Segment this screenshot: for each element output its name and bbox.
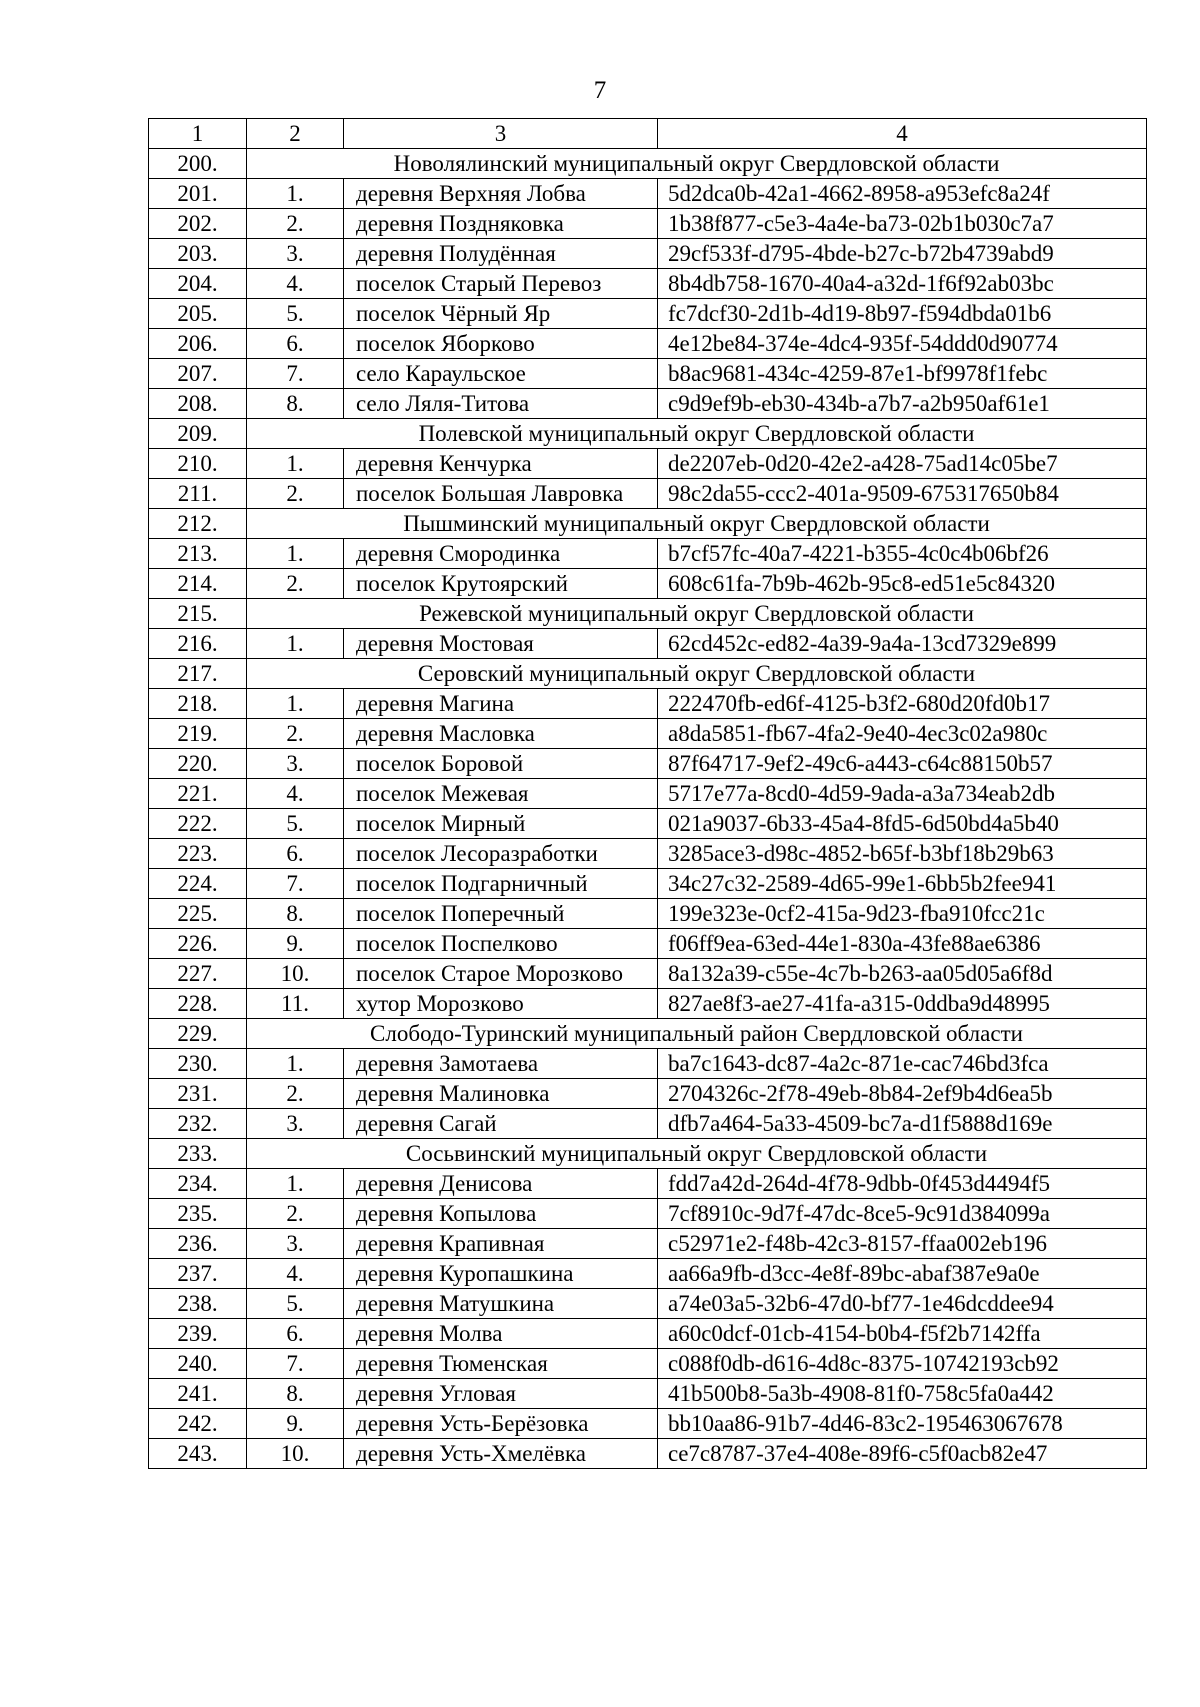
row-number: 204. — [149, 269, 247, 299]
settlement-name: деревня Тюменская — [344, 1349, 658, 1379]
table-row — [149, 539, 1147, 569]
sub-number: 2. — [247, 1199, 344, 1229]
settlement-name: поселок Старое Морозково — [344, 959, 658, 989]
row-number: 218. — [149, 689, 247, 719]
table-row — [149, 209, 1147, 239]
section-row — [149, 1019, 1147, 1049]
settlement-guid: 34c27c32-2589-4d65-99e1-6bb5b2fee941 — [658, 869, 1147, 899]
settlement-name: село Караульское — [344, 359, 658, 389]
section-title: Пышминский муниципальный округ Свердловской области — [247, 509, 1147, 539]
table-row — [149, 1259, 1147, 1289]
sub-number: 1. — [247, 449, 344, 479]
row-number: 217. — [149, 659, 247, 689]
settlement-name: поселок Боровой — [344, 749, 658, 779]
settlement-guid: 222470fb-ed6f-4125-b3f2-680d20fd0b17 — [658, 689, 1147, 719]
sub-number: 3. — [247, 239, 344, 269]
row-number: 222. — [149, 809, 247, 839]
table-row — [149, 1079, 1147, 1109]
settlement-name: деревня Сагай — [344, 1109, 658, 1139]
sub-number: 1. — [247, 1049, 344, 1079]
row-number: 229. — [149, 1019, 247, 1049]
settlement-name: поселок Подгарничный — [344, 869, 658, 899]
table-row — [149, 449, 1147, 479]
sub-number: 1. — [247, 179, 344, 209]
row-number: 233. — [149, 1139, 247, 1169]
row-number: 235. — [149, 1199, 247, 1229]
settlement-name: село Ляля-Титова — [344, 389, 658, 419]
settlement-name: деревня Масловка — [344, 719, 658, 749]
sub-number: 4. — [247, 1259, 344, 1289]
sub-number: 10. — [247, 959, 344, 989]
section-title: Серовский муниципальный округ Свердловской области — [247, 659, 1147, 689]
settlement-guid: 8b4db758-1670-40a4-a32d-1f6f92ab03bc — [658, 269, 1147, 299]
table-row — [149, 989, 1147, 1019]
settlement-guid: a60c0dcf-01cb-4154-b0b4-f5f2b7142ffa — [658, 1319, 1147, 1349]
table-row — [149, 179, 1147, 209]
settlement-guid: 29cf533f-d795-4bde-b27c-b72b4739abd9 — [658, 239, 1147, 269]
sub-number: 8. — [247, 899, 344, 929]
sub-number: 8. — [247, 1379, 344, 1409]
settlement-name: деревня Замотаева — [344, 1049, 658, 1079]
row-number: 210. — [149, 449, 247, 479]
settlement-guid: c9d9ef9b-eb30-434b-a7b7-a2b950af61e1 — [658, 389, 1147, 419]
sub-number: 9. — [247, 1409, 344, 1439]
row-number: 226. — [149, 929, 247, 959]
row-number: 206. — [149, 329, 247, 359]
row-number: 236. — [149, 1229, 247, 1259]
table-row — [149, 869, 1147, 899]
table-header-row — [149, 119, 1147, 149]
row-number: 238. — [149, 1289, 247, 1319]
row-number: 221. — [149, 779, 247, 809]
table-row — [149, 299, 1147, 329]
row-number: 231. — [149, 1079, 247, 1109]
table-row — [149, 1049, 1147, 1079]
settlement-name: деревня Матушкина — [344, 1289, 658, 1319]
settlement-name: поселок Большая Лавровка — [344, 479, 658, 509]
sub-number: 2. — [247, 1079, 344, 1109]
sub-number: 1. — [247, 1169, 344, 1199]
sub-number: 2. — [247, 719, 344, 749]
table-row — [149, 719, 1147, 749]
sub-number: 1. — [247, 689, 344, 719]
row-number: 228. — [149, 989, 247, 1019]
settlement-name: деревня Смородинка — [344, 539, 658, 569]
settlement-guid: de2207eb-0d20-42e2-a428-75ad14c05be7 — [658, 449, 1147, 479]
sub-number: 7. — [247, 1349, 344, 1379]
sub-number: 5. — [247, 1289, 344, 1319]
settlement-name: деревня Полудённая — [344, 239, 658, 269]
row-number: 208. — [149, 389, 247, 419]
sub-number: 6. — [247, 329, 344, 359]
section-title: Полевской муниципальный округ Свердловской области — [247, 419, 1147, 449]
table-row — [149, 389, 1147, 419]
table-row — [149, 1409, 1147, 1439]
settlement-name: деревня Крапивная — [344, 1229, 658, 1259]
column-header-1: 1 — [149, 119, 247, 149]
row-number: 241. — [149, 1379, 247, 1409]
sub-number: 1. — [247, 629, 344, 659]
settlement-name: деревня Угловая — [344, 1379, 658, 1409]
sub-number: 10. — [247, 1439, 344, 1469]
settlement-guid: aa66a9fb-d3cc-4e8f-89bc-abaf387e9a0e — [658, 1259, 1147, 1289]
row-number: 243. — [149, 1439, 247, 1469]
settlement-name: поселок Лесоразработки — [344, 839, 658, 869]
table-row — [149, 569, 1147, 599]
settlement-guid: 1b38f877-c5e3-4a4e-ba73-02b1b030c7a7 — [658, 209, 1147, 239]
row-number: 209. — [149, 419, 247, 449]
settlement-guid: 199e323e-0cf2-415a-9d23-fba910fcc21c — [658, 899, 1147, 929]
settlement-guid: 4e12be84-374e-4dc4-935f-54ddd0d90774 — [658, 329, 1147, 359]
settlement-guid: 41b500b8-5a3b-4908-81f0-758c5fa0a442 — [658, 1379, 1147, 1409]
section-row — [149, 1139, 1147, 1169]
table-row — [149, 689, 1147, 719]
settlement-name: деревня Магина — [344, 689, 658, 719]
settlement-name: поселок Поперечный — [344, 899, 658, 929]
sub-number: 4. — [247, 269, 344, 299]
row-number: 202. — [149, 209, 247, 239]
settlement-name: поселок Мирный — [344, 809, 658, 839]
sub-number: 1. — [247, 539, 344, 569]
sub-number: 5. — [247, 809, 344, 839]
settlement-guid: 87f64717-9ef2-49c6-a443-c64c88150b57 — [658, 749, 1147, 779]
settlement-name: деревня Усть-Хмелёвка — [344, 1439, 658, 1469]
row-number: 223. — [149, 839, 247, 869]
settlement-guid: 021a9037-6b33-45a4-8fd5-6d50bd4a5b40 — [658, 809, 1147, 839]
row-number: 201. — [149, 179, 247, 209]
section-row — [149, 509, 1147, 539]
settlement-name: поселок Чёрный Яр — [344, 299, 658, 329]
table-row — [149, 749, 1147, 779]
settlement-guid: 608c61fa-7b9b-462b-95c8-ed51e5c84320 — [658, 569, 1147, 599]
settlement-name: деревня Усть-Берёзовка — [344, 1409, 658, 1439]
table-row — [149, 839, 1147, 869]
row-number: 216. — [149, 629, 247, 659]
row-number: 205. — [149, 299, 247, 329]
settlement-name: деревня Копылова — [344, 1199, 658, 1229]
settlement-guid: 98c2da55-ccc2-401a-9509-675317650b84 — [658, 479, 1147, 509]
sub-number: 7. — [247, 359, 344, 389]
settlement-guid: 7cf8910c-9d7f-47dc-8ce5-9c91d384099a — [658, 1199, 1147, 1229]
settlement-name: деревня Молва — [344, 1319, 658, 1349]
settlement-guid: fc7dcf30-2d1b-4d19-8b97-f594dbda01b6 — [658, 299, 1147, 329]
row-number: 240. — [149, 1349, 247, 1379]
sub-number: 3. — [247, 749, 344, 779]
section-row — [149, 419, 1147, 449]
sub-number: 2. — [247, 479, 344, 509]
section-row — [149, 659, 1147, 689]
sub-number: 2. — [247, 209, 344, 239]
settlement-name: деревня Куропашкина — [344, 1259, 658, 1289]
settlement-guid: 8a132a39-c55e-4c7b-b263-aa05d05a6f8d — [658, 959, 1147, 989]
settlement-guid: 5717e77a-8cd0-4d59-9ada-a3a734eab2db — [658, 779, 1147, 809]
row-number: 200. — [149, 149, 247, 179]
settlement-guid: 3285ace3-d98c-4852-b65f-b3bf18b29b63 — [658, 839, 1147, 869]
settlement-guid: dfb7a464-5a33-4509-bc7a-d1f5888d169e — [658, 1109, 1147, 1139]
table-row — [149, 929, 1147, 959]
row-number: 213. — [149, 539, 247, 569]
table-row — [149, 959, 1147, 989]
settlement-name: поселок Поспелково — [344, 929, 658, 959]
section-title: Слободо-Туринский муниципальный район Свердловской области — [247, 1019, 1147, 1049]
settlement-name: поселок Межевая — [344, 779, 658, 809]
settlement-guid: fdd7a42d-264d-4f78-9dbb-0f453d4494f5 — [658, 1169, 1147, 1199]
row-number: 227. — [149, 959, 247, 989]
row-number: 212. — [149, 509, 247, 539]
settlement-guid: c088f0db-d616-4d8c-8375-10742193cb92 — [658, 1349, 1147, 1379]
column-header-3: 3 — [344, 119, 658, 149]
sub-number: 2. — [247, 569, 344, 599]
column-header-2: 2 — [247, 119, 344, 149]
section-title: Режевской муниципальный округ Свердловской области — [247, 599, 1147, 629]
sub-number: 7. — [247, 869, 344, 899]
sub-number: 4. — [247, 779, 344, 809]
sub-number: 6. — [247, 1319, 344, 1349]
table-row — [149, 1109, 1147, 1139]
section-row — [149, 599, 1147, 629]
table-row — [149, 899, 1147, 929]
table-row — [149, 1289, 1147, 1319]
settlement-guid: b8ac9681-434c-4259-87e1-bf9978f1febc — [658, 359, 1147, 389]
table-row — [149, 269, 1147, 299]
row-number: 215. — [149, 599, 247, 629]
row-number: 211. — [149, 479, 247, 509]
settlement-guid: a74e03a5-32b6-47d0-bf77-1e46dcddee94 — [658, 1289, 1147, 1319]
settlement-name: деревня Мостовая — [344, 629, 658, 659]
row-number: 214. — [149, 569, 247, 599]
row-number: 230. — [149, 1049, 247, 1079]
column-header-4: 4 — [658, 119, 1147, 149]
row-number: 220. — [149, 749, 247, 779]
sub-number: 6. — [247, 839, 344, 869]
row-number: 207. — [149, 359, 247, 389]
settlement-guid: f06ff9ea-63ed-44e1-830a-43fe88ae6386 — [658, 929, 1147, 959]
settlement-guid: c52971e2-f48b-42c3-8157-ffaa002eb196 — [658, 1229, 1147, 1259]
settlement-name: деревня Поздняковка — [344, 209, 658, 239]
section-title: Новолялинский муниципальный округ Свердловской области — [247, 149, 1147, 179]
row-number: 239. — [149, 1319, 247, 1349]
settlement-name: деревня Денисова — [344, 1169, 658, 1199]
row-number: 225. — [149, 899, 247, 929]
row-number: 219. — [149, 719, 247, 749]
section-row — [149, 149, 1147, 179]
settlement-name: поселок Яборково — [344, 329, 658, 359]
table-row — [149, 809, 1147, 839]
table-row — [149, 1379, 1147, 1409]
settlement-name: деревня Кенчурка — [344, 449, 658, 479]
table-row — [149, 359, 1147, 389]
settlement-guid: b7cf57fc-40a7-4221-b355-4c0c4b06bf26 — [658, 539, 1147, 569]
row-number: 237. — [149, 1259, 247, 1289]
settlement-guid: 827ae8f3-ae27-41fa-a315-0ddba9d48995 — [658, 989, 1147, 1019]
settlement-name: деревня Верхняя Лобва — [344, 179, 658, 209]
sub-number: 3. — [247, 1229, 344, 1259]
row-number: 232. — [149, 1109, 247, 1139]
settlement-name: хутор Морозково — [344, 989, 658, 1019]
settlement-name: деревня Малиновка — [344, 1079, 658, 1109]
settlement-guid: ba7c1643-dc87-4a2c-871e-cac746bd3fca — [658, 1049, 1147, 1079]
table-body — [149, 119, 1147, 1469]
settlements-table — [148, 118, 1147, 1469]
table-row — [149, 329, 1147, 359]
table-row — [149, 479, 1147, 509]
section-title: Сосьвинский муниципальный округ Свердловской области — [247, 1139, 1147, 1169]
table-row — [149, 629, 1147, 659]
table-row — [149, 779, 1147, 809]
sub-number: 3. — [247, 1109, 344, 1139]
settlement-guid: bb10aa86-91b7-4d46-83c2-195463067678 — [658, 1409, 1147, 1439]
row-number: 224. — [149, 869, 247, 899]
row-number: 203. — [149, 239, 247, 269]
settlement-guid: 5d2dca0b-42a1-4662-8958-a953efc8a24f — [658, 179, 1147, 209]
table-row — [149, 1319, 1147, 1349]
table-row — [149, 1199, 1147, 1229]
sub-number: 5. — [247, 299, 344, 329]
settlement-name: поселок Крутоярский — [344, 569, 658, 599]
page-number: 7 — [593, 77, 607, 104]
table-row — [149, 1439, 1147, 1469]
row-number: 242. — [149, 1409, 247, 1439]
table-row — [149, 1169, 1147, 1199]
settlement-name: поселок Старый Перевоз — [344, 269, 658, 299]
settlement-guid: 2704326c-2f78-49eb-8b84-2ef9b4d6ea5b — [658, 1079, 1147, 1109]
settlement-guid: a8da5851-fb67-4fa2-9e40-4ec3c02a980c — [658, 719, 1147, 749]
table-row — [149, 239, 1147, 269]
sub-number: 9. — [247, 929, 344, 959]
sub-number: 8. — [247, 389, 344, 419]
table-row — [149, 1349, 1147, 1379]
table-row — [149, 1229, 1147, 1259]
sub-number: 11. — [247, 989, 344, 1019]
settlement-guid: ce7c8787-37e4-408e-89f6-c5f0acb82e47 — [658, 1439, 1147, 1469]
row-number: 234. — [149, 1169, 247, 1199]
settlement-guid: 62cd452c-ed82-4a39-9a4a-13cd7329e899 — [658, 629, 1147, 659]
